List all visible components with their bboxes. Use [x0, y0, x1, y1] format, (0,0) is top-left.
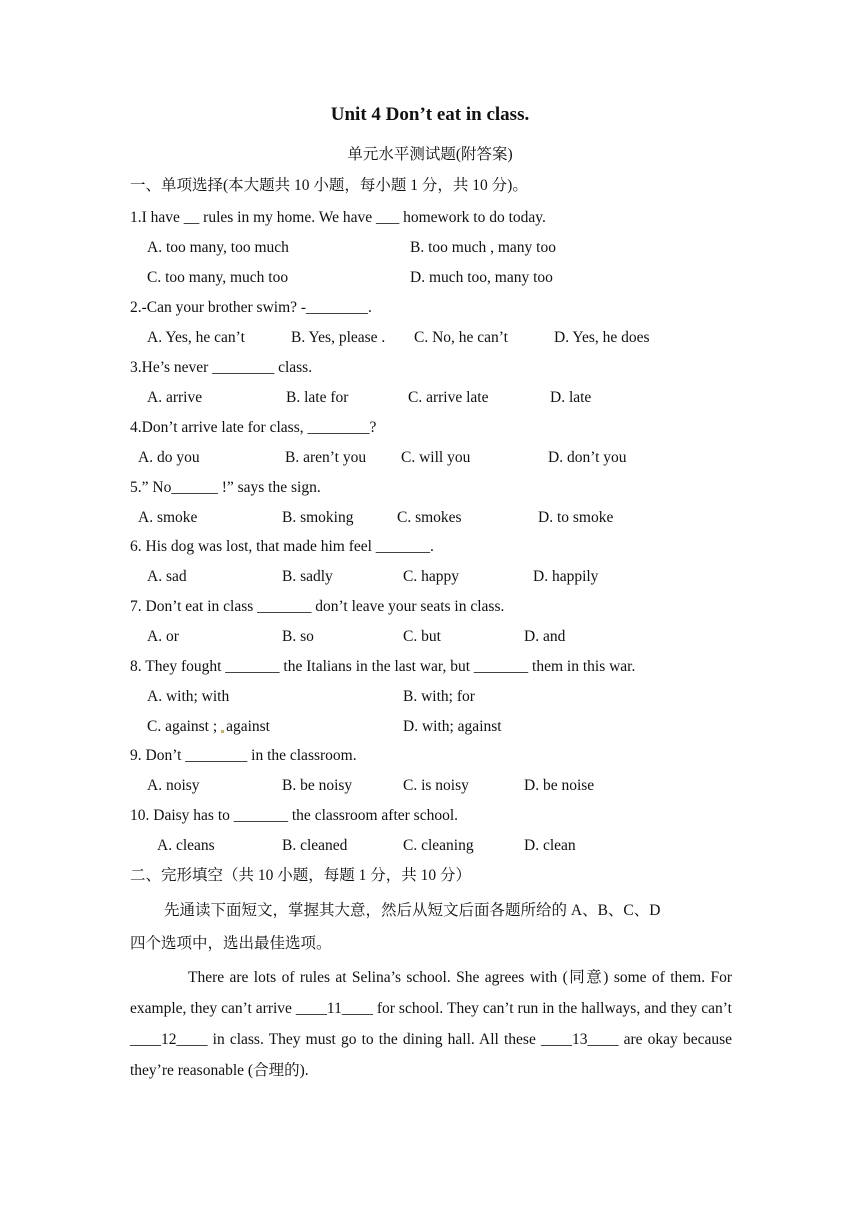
- q6-option-d: D. happily: [533, 568, 599, 585]
- q6-option-a: A. sad: [147, 568, 187, 585]
- q1-option-c: C. too many, much too: [147, 269, 289, 286]
- q9-option-c: C. is noisy: [403, 777, 469, 794]
- q2-option-c: C. No, he can’t: [414, 329, 508, 346]
- question-6: 6. His dog was lost, that made him feel _______.: [130, 538, 434, 555]
- q3-option-d: D. late: [550, 389, 592, 406]
- q1-option-b: B. too much , many too: [410, 239, 556, 256]
- q7-option-a: A. or: [147, 628, 179, 645]
- section1-heading: 一、单项选择(本大题共 10 小题，每小题 1 分，共 10 分)。: [130, 177, 528, 194]
- q3-option-a: A. arrive: [147, 389, 203, 406]
- q1-option-a: A. too many, too much: [147, 239, 289, 256]
- q8-option-c: [147, 717, 270, 737]
- q6-option-c: C. happy: [403, 568, 459, 585]
- q5-option-b: B. smoking: [282, 509, 354, 526]
- q10-option-d: D. clean: [524, 837, 576, 854]
- q8-option-c-label: C. against ;: [147, 718, 218, 735]
- q10-option-a: A. cleans: [157, 837, 215, 854]
- section2-instruction-line2: 四个选项中，选出最佳选项。: [130, 935, 332, 952]
- q5-option-d: D. to smoke: [538, 509, 614, 526]
- q7-option-b: B. so: [282, 628, 314, 645]
- cloze-passage: [130, 962, 732, 1086]
- question-1: 1.I have __ rules in my home. We have ___ homework to do today.: [130, 209, 546, 226]
- q4-option-b: B. aren’t you: [285, 449, 367, 466]
- highlight-mark: [221, 730, 224, 733]
- q4-option-d: D. don’t you: [548, 449, 627, 466]
- q8-option-c-word: against: [226, 718, 270, 735]
- q3-option-c: C. arrive late: [408, 389, 489, 406]
- q5-option-a: A. smoke: [138, 509, 198, 526]
- q5-option-c: C. smokes: [397, 509, 462, 526]
- q4-option-c: C. will you: [401, 449, 471, 466]
- question-9: 9. Don’t ________ in the classroom.: [130, 747, 357, 764]
- q10-option-c: C. cleaning: [403, 837, 474, 854]
- question-2: 2.-Can your brother swim? -________.: [130, 299, 372, 316]
- q3-option-b: B. late for: [286, 389, 349, 406]
- question-5: 5.” No______ !” says the sign.: [130, 479, 321, 496]
- q2-option-a: A. Yes, he can’t: [147, 329, 245, 346]
- q8-option-a: A. with; with: [147, 688, 230, 705]
- q7-option-d: D. and: [524, 628, 566, 645]
- document-subtitle: 单元水平测试题(附答案): [347, 146, 513, 163]
- q6-option-b: B. sadly: [282, 568, 333, 585]
- question-10: 10. Daisy has to _______ the classroom after school.: [130, 807, 459, 824]
- question-3: 3.He’s never ________ class.: [130, 359, 313, 376]
- q2-option-b: B. Yes, please .: [291, 329, 386, 346]
- q2-option-d: D. Yes, he does: [554, 329, 650, 346]
- document-title: Unit 4 Don’t eat in class.: [330, 104, 530, 125]
- question-4: 4.Don’t arrive late for class, ________?: [130, 419, 377, 436]
- q10-option-b: B. cleaned: [282, 837, 348, 854]
- q7-option-c: C. but: [403, 628, 441, 645]
- section2-heading: 二、完形填空（共 10 小题，每题 1 分，共 10 分）: [130, 867, 472, 884]
- q8-option-d: D. with; against: [403, 718, 502, 735]
- q9-option-b: B. be noisy: [282, 777, 353, 794]
- q9-option-d: D. be noise: [524, 777, 595, 794]
- q1-option-d: D. much too, many too: [410, 269, 553, 286]
- section2-instruction-line1: 先通读下面短文，掌握其大意，然后从短文后面各题所给的 A、B、C、D: [164, 902, 661, 919]
- q9-option-a: A. noisy: [147, 777, 200, 794]
- question-7: 7. Don’t eat in class _______ don’t leave your seats in class.: [130, 598, 505, 615]
- cloze-passage-text: There are lots of rules at Selina’s school. She agrees with (同意) some of them. For example, they can’t arrive ____11____ for school. They can’t run in the hallways, and they can’t ____12____ in class. They must go to the dining hall. All these ____13____ are okay because they’re reasonable (合理的).: [130, 969, 732, 1079]
- question-8: 8. They fought _______ the Italians in the last war, but _______ them in this war.: [130, 658, 636, 675]
- q8-option-b: B. with; for: [403, 688, 475, 705]
- q4-option-a: A. do you: [138, 449, 200, 466]
